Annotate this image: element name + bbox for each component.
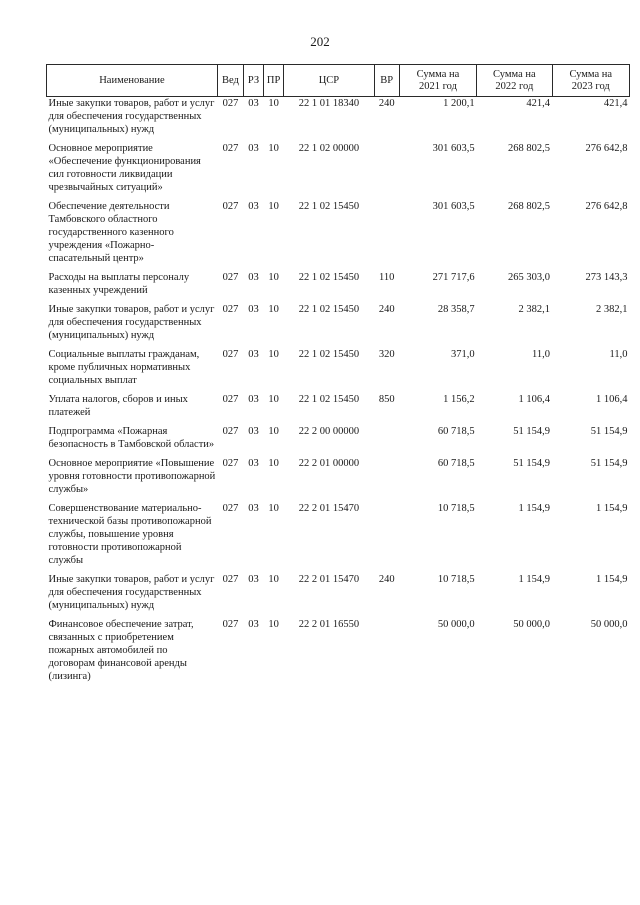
row-sum-2021: 60 718,5 bbox=[437, 458, 475, 469]
table-row bbox=[47, 457, 630, 502]
row-sum-2021: 28 358,7 bbox=[437, 304, 475, 315]
row-sum-2022: 268 802,5 bbox=[508, 143, 551, 154]
table-row bbox=[47, 271, 630, 303]
row-rz: 03 bbox=[248, 503, 259, 514]
row-name: Финансовое обеспечение затрат, связанных с приобретением пожарных автомобилей по договорам финансовой аренды (лизинга) bbox=[48, 619, 194, 682]
row-vr: 240 bbox=[378, 304, 395, 315]
row-sum-2021: 1 156,2 bbox=[443, 394, 475, 405]
row-csr: 22 1 02 15450 bbox=[298, 394, 360, 405]
row-pr: 10 bbox=[268, 272, 279, 283]
row-vr: 850 bbox=[378, 394, 395, 405]
row-sum-2022: 1 154,9 bbox=[518, 574, 551, 585]
header-sum-2021-line1: Сумма на bbox=[416, 68, 460, 80]
row-csr: 22 1 02 15450 bbox=[298, 304, 360, 315]
header-csr: ЦСР bbox=[284, 65, 374, 97]
row-sum-2023: 1 154,9 bbox=[596, 503, 628, 514]
row-sum-2022: 1 154,9 bbox=[518, 503, 551, 514]
row-csr: 22 2 01 15470 bbox=[298, 503, 360, 514]
row-rz: 03 bbox=[248, 619, 259, 630]
row-rz: 03 bbox=[248, 143, 259, 154]
row-name: Социальные выплаты гражданам, кроме публичных нормативных социальных выплат bbox=[48, 349, 200, 386]
row-ved: 027 bbox=[222, 272, 239, 283]
row-name: Совершенствование материально-технической базы противопожарной службы, повышение уровня готовности противопожарной службы bbox=[48, 503, 212, 566]
row-vr: 110 bbox=[379, 272, 395, 283]
header-sum-2021 bbox=[399, 65, 476, 97]
table-row bbox=[47, 97, 630, 143]
row-ved: 027 bbox=[222, 201, 239, 212]
row-sum-2023: 51 154,9 bbox=[590, 458, 628, 469]
row-sum-2023: 2 382,1 bbox=[596, 304, 628, 315]
row-vr bbox=[374, 502, 399, 573]
table-row bbox=[47, 618, 630, 689]
row-sum-2023: 1 106,4 bbox=[596, 394, 628, 405]
row-vr bbox=[374, 425, 399, 457]
row-sum-2022: 11,0 bbox=[532, 349, 551, 360]
row-sum-2021: 301 603,5 bbox=[432, 201, 475, 212]
header-sum-2023 bbox=[552, 65, 629, 97]
row-pr: 10 bbox=[268, 304, 279, 315]
row-ved: 027 bbox=[222, 619, 239, 630]
row-sum-2023: 276 642,8 bbox=[585, 201, 628, 212]
table-row bbox=[47, 348, 630, 393]
row-name: Основное мероприятие «Повышение уровня готовности противопожарной службы» bbox=[48, 458, 216, 495]
row-vr: 240 bbox=[378, 98, 395, 109]
row-pr: 10 bbox=[268, 503, 279, 514]
table-row bbox=[47, 425, 630, 457]
row-sum-2021: 50 000,0 bbox=[437, 619, 475, 630]
row-sum-2021: 60 718,5 bbox=[437, 426, 475, 437]
row-ved: 027 bbox=[222, 304, 239, 315]
row-sum-2023: 51 154,9 bbox=[590, 426, 628, 437]
row-vr bbox=[374, 200, 399, 271]
row-pr: 10 bbox=[268, 143, 279, 154]
row-vr: 240 bbox=[378, 574, 395, 585]
header-sum-2022-line2: 2022 год bbox=[495, 80, 534, 92]
row-sum-2023: 1 154,9 bbox=[596, 574, 628, 585]
row-pr: 10 bbox=[268, 574, 279, 585]
row-name: Расходы на выплаты персоналу казенных учреждений bbox=[48, 272, 190, 296]
row-ved: 027 bbox=[222, 143, 239, 154]
row-sum-2021: 10 718,5 bbox=[437, 503, 475, 514]
row-csr: 22 1 02 00000 bbox=[298, 143, 360, 154]
row-sum-2022: 268 802,5 bbox=[508, 201, 551, 212]
row-rz: 03 bbox=[248, 574, 259, 585]
row-name: Обеспечение деятельности Тамбовского областного государственного казенного учреждения «Пожарно-спасательный центр» bbox=[48, 201, 174, 264]
row-sum-2022: 51 154,9 bbox=[513, 426, 551, 437]
row-name: Подпрограмма «Пожарная безопасность в Тамбовской области» bbox=[48, 426, 215, 450]
row-sum-2022: 2 382,1 bbox=[518, 304, 551, 315]
table-body bbox=[47, 97, 630, 690]
row-name: Иные закупки товаров, работ и услуг для обеспечения государственных (муниципальных) нужд bbox=[48, 98, 215, 135]
table-row bbox=[47, 200, 630, 271]
row-sum-2023: 273 143,3 bbox=[585, 272, 628, 283]
table-row bbox=[47, 142, 630, 200]
row-name: Иные закупки товаров, работ и услуг для обеспечения государственных (муниципальных) нужд bbox=[48, 574, 215, 611]
budget-table bbox=[46, 64, 630, 689]
row-name: Иные закупки товаров, работ и услуг для обеспечения государственных (муниципальных) нужд bbox=[48, 304, 215, 341]
row-vr bbox=[374, 618, 399, 689]
row-csr: 22 2 01 15470 bbox=[298, 574, 360, 585]
row-sum-2022: 421,4 bbox=[526, 98, 551, 109]
row-sum-2023: 11,0 bbox=[609, 349, 628, 360]
row-csr: 22 2 00 00000 bbox=[298, 426, 360, 437]
row-csr: 22 2 01 00000 bbox=[298, 458, 360, 469]
row-sum-2022: 1 106,4 bbox=[518, 394, 551, 405]
row-sum-2022: 51 154,9 bbox=[513, 458, 551, 469]
header-name: Наименование bbox=[47, 65, 218, 97]
row-pr: 10 bbox=[268, 349, 279, 360]
row-sum-2021: 271 717,6 bbox=[432, 272, 475, 283]
table-row bbox=[47, 303, 630, 348]
row-sum-2022: 50 000,0 bbox=[513, 619, 551, 630]
row-ved: 027 bbox=[222, 458, 239, 469]
header-sum-2022-line1: Сумма на bbox=[493, 68, 536, 80]
row-csr: 22 1 02 15450 bbox=[298, 201, 360, 212]
row-csr: 22 1 01 18340 bbox=[298, 98, 360, 109]
row-vr bbox=[374, 457, 399, 502]
page-number: 202 bbox=[310, 34, 330, 49]
row-ved: 027 bbox=[222, 394, 239, 405]
header-sum-2023-line2: 2023 год bbox=[571, 80, 610, 92]
row-name: Уплата налогов, сборов и иных платежей bbox=[48, 394, 188, 418]
row-csr: 22 1 02 15450 bbox=[298, 272, 360, 283]
row-vr bbox=[374, 142, 399, 200]
table-row bbox=[47, 573, 630, 618]
table-header-row bbox=[47, 65, 630, 97]
header-sum-2023-line1: Сумма на bbox=[569, 68, 613, 80]
row-rz: 03 bbox=[248, 272, 259, 283]
header-ved: Вед bbox=[217, 65, 243, 97]
row-rz: 03 bbox=[248, 426, 259, 437]
row-ved: 027 bbox=[222, 574, 239, 585]
row-sum-2023: 276 642,8 bbox=[585, 143, 628, 154]
row-csr: 22 1 02 15450 bbox=[298, 349, 360, 360]
header-sum-2021-line2: 2021 год bbox=[418, 80, 457, 92]
row-pr: 10 bbox=[268, 394, 279, 405]
header-rz: РЗ bbox=[244, 65, 264, 97]
header-sum-2022 bbox=[477, 65, 552, 97]
header-pr: ПР bbox=[264, 65, 284, 97]
row-sum-2023: 50 000,0 bbox=[590, 619, 628, 630]
row-pr: 10 bbox=[268, 201, 279, 212]
row-sum-2021: 371,0 bbox=[451, 349, 475, 360]
row-name: Основное мероприятие «Обеспечение функционирования сил готовности ликвидации чрезвычайных ситуаций» bbox=[48, 143, 201, 193]
table-row bbox=[47, 502, 630, 573]
row-sum-2021: 301 603,5 bbox=[432, 143, 475, 154]
row-csr: 22 2 01 16550 bbox=[298, 619, 360, 630]
row-rz: 03 bbox=[248, 349, 259, 360]
row-pr: 10 bbox=[268, 619, 279, 630]
row-pr: 10 bbox=[268, 458, 279, 469]
row-ved: 027 bbox=[222, 503, 239, 514]
row-pr: 10 bbox=[268, 426, 279, 437]
row-sum-2023: 421,4 bbox=[603, 98, 628, 109]
row-ved: 027 bbox=[222, 349, 239, 360]
row-sum-2022: 265 303,0 bbox=[508, 272, 551, 283]
row-sum-2021: 1 200,1 bbox=[443, 98, 475, 109]
row-rz: 03 bbox=[248, 201, 259, 212]
header-vr: ВР bbox=[374, 65, 399, 97]
table-row bbox=[47, 393, 630, 425]
row-pr: 10 bbox=[268, 98, 279, 109]
row-rz: 03 bbox=[248, 304, 259, 315]
row-sum-2021: 10 718,5 bbox=[437, 574, 475, 585]
row-ved: 027 bbox=[222, 426, 239, 437]
row-rz: 03 bbox=[248, 458, 259, 469]
row-rz: 03 bbox=[248, 98, 259, 109]
row-rz: 03 bbox=[248, 394, 259, 405]
row-vr: 320 bbox=[378, 349, 395, 360]
row-ved: 027 bbox=[222, 98, 239, 109]
